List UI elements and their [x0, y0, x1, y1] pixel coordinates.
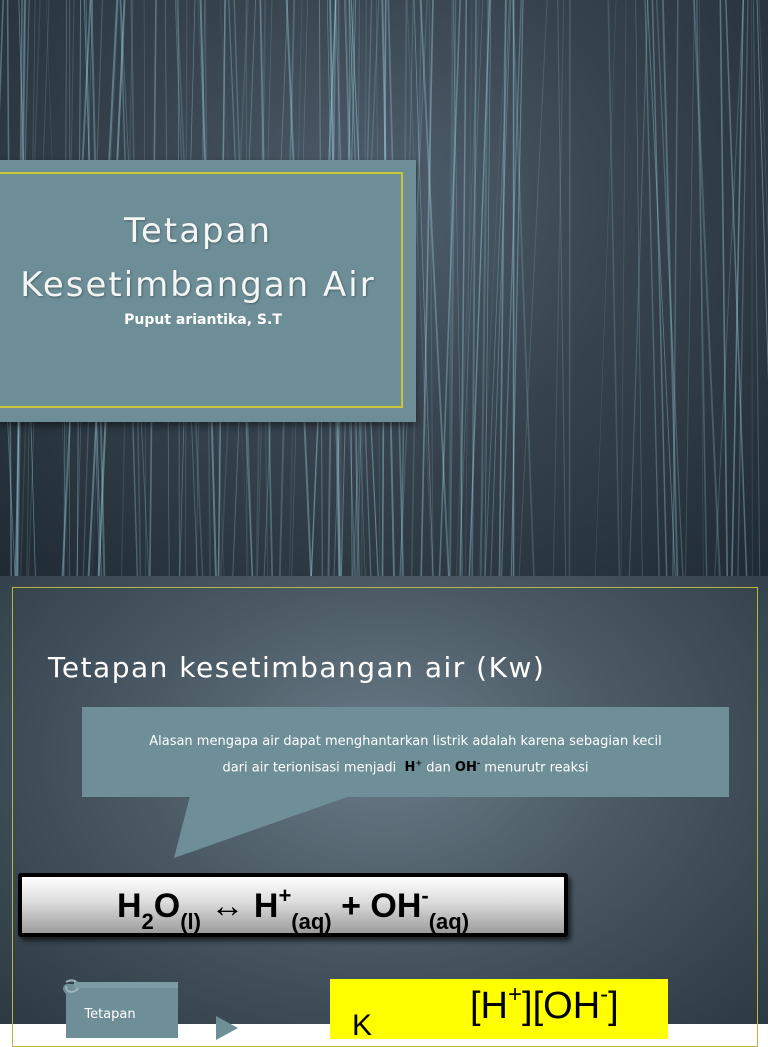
eq-h2o-o: O: [154, 887, 180, 925]
title-card: [0, 160, 416, 422]
content-slide: [0, 576, 768, 1024]
ion-oh-symbol: OH: [455, 760, 477, 775]
eq-oh-state: (aq): [429, 909, 469, 934]
content-heading: Tetapan kesetimbangan air (Kw): [48, 651, 545, 684]
speech-bubble: [82, 707, 729, 797]
bubble-line2-prefix: dari air terionisasi menjadi: [222, 760, 396, 775]
rain-streak: [647, 0, 676, 590]
rain-streak: [752, 0, 753, 590]
rain-streak: [732, 0, 744, 590]
speech-bubble-text: [82, 731, 729, 779]
slide-title-line1: Tetapan: [0, 204, 396, 258]
kc-expression-box: [330, 979, 668, 1039]
rain-streak: [629, 0, 648, 590]
bubble-line2: [82, 753, 729, 779]
ion-oh: [455, 760, 480, 775]
scroll-label: Tetapan: [64, 1007, 156, 1022]
rain-streak: [608, 0, 620, 590]
kc-numerator-oh-charge: -: [600, 981, 608, 1008]
ionization-equation: [22, 883, 564, 935]
bubble-line1: Alasan mengapa air dapat menghantarkan listrik adalah karena sebagian kecil: [82, 731, 729, 753]
ionization-equation-box: [18, 873, 568, 937]
kc-numerator-h-charge: +: [508, 981, 522, 1008]
eq-h2o-h: H: [117, 887, 142, 925]
ion-oh-charge: -: [477, 759, 480, 768]
speech-bubble-tail: [170, 796, 360, 860]
kc-numerator-h: [H: [470, 985, 508, 1027]
right-arrow-shape: [216, 1016, 238, 1040]
rain-streak: [636, 0, 643, 590]
eq-oh-charge: -: [421, 883, 428, 908]
slide-title-line2: Kesetimbangan Air: [0, 258, 396, 312]
eq-hplus-state: (aq): [291, 909, 331, 934]
ion-h-symbol: H: [405, 760, 416, 775]
rain-streak: [453, 0, 463, 590]
eq-hplus-charge: +: [278, 883, 291, 908]
slide-author: Puput ariantika, S.T: [0, 312, 406, 328]
eq-plus: +: [341, 887, 361, 925]
slide-title: [0, 204, 396, 312]
rain-streak: [512, 0, 534, 590]
rain-streak: [720, 0, 727, 590]
kc-numerator-oh: ][OH: [522, 985, 600, 1027]
kc-numerator: [470, 981, 619, 1028]
rain-streak: [753, 0, 760, 590]
ion-h: [405, 760, 423, 775]
eq-h2o-subscript: 2: [142, 909, 154, 934]
eq-oh: OH: [370, 887, 421, 925]
ion-h-charge: +: [415, 759, 422, 768]
eq-hplus: H: [254, 887, 279, 925]
kc-symbol: K: [352, 1009, 372, 1043]
kc-numerator-end: ]: [608, 985, 619, 1027]
eq-arrow: ↔: [210, 887, 244, 925]
eq-h2o-state: (l): [180, 909, 201, 934]
rain-streak: [621, 0, 626, 590]
rain-streak: [685, 0, 694, 590]
rain-streak: [420, 0, 449, 590]
rain-streak: [485, 0, 510, 590]
rain-streak: [465, 0, 472, 590]
bubble-connector: dan: [426, 760, 450, 775]
bubble-line2-suffix: menurutr reaksi: [484, 760, 588, 775]
rain-streak: [697, 0, 707, 590]
rain-streak: [472, 0, 476, 590]
